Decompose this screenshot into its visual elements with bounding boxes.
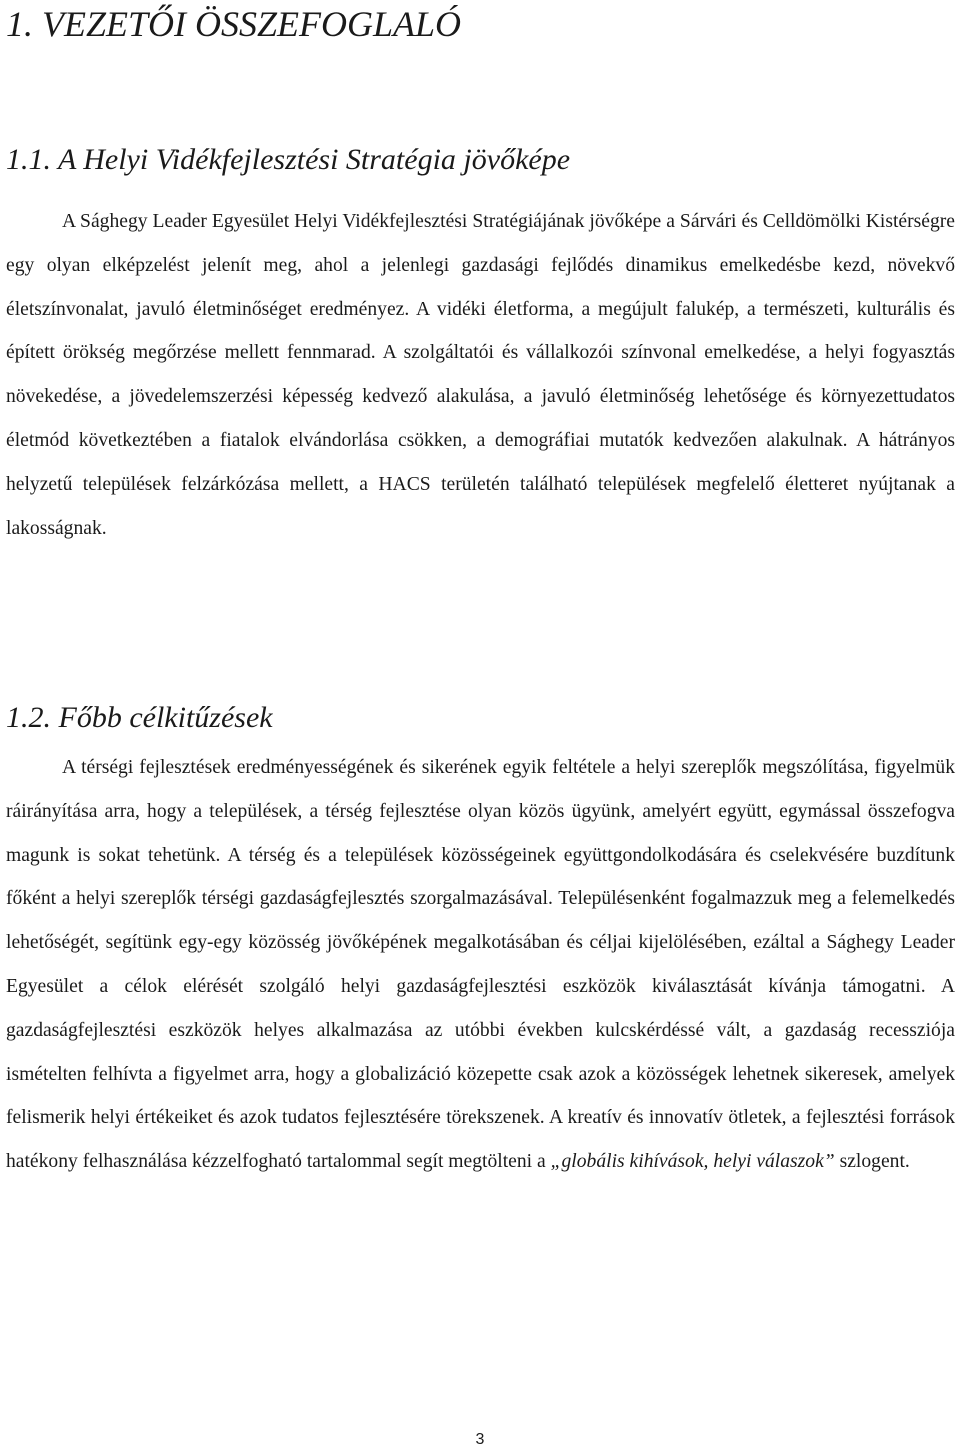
objectives-paragraph-main: A térségi fejlesztések eredményességének és sikerének egyik feltétele a helyi szereplők megszólítása, figyelmük ráirányítása arra, hogy a települések, a térség fejlesztése olyan közös ügyünk, amelyért együtt, egymással összefogva magunk is sokat tehetünk. A térség és a települések közösségeinek együttgondolkodására és cselekvésére buzdítunk főként a helyi szereplők térségi gazdaságfejlesztés szorgalmazásával. Településenként fogalmazzuk meg a felemelkedés lehetőségét, segítünk egy-egy közösség jövőképének megalkotásában és céljai kijelölésében, ezáltal a Sághegy Leader Egyesület a célok elérését szolgáló helyi gazdaságfejlesztési eszközök kiválasztását kívánja támogatni. A gazdaságfejlesztési eszközök helyes alkalmazása az utóbbi években kulcskérdéssé vált, a gazdaság recessziója ismételten felhívta a figyelmet arra, hogy a globalizáció közepette csak azok a közösségek lehetnek sikeresek, amelyek felismerik helyi értékeiket és azok tudatos fejlesztésére törekszenek. A kreatív és innovatív ötletek, a fejlesztési források hatékony felhasználása kézzelfogható tartalommal segít megtölteni a bbox=[6, 757, 955, 1173]
slogan-text: „globális kihívások, helyi válaszok” bbox=[550, 1151, 835, 1173]
page-number: 3 bbox=[475, 1431, 485, 1448]
section-heading-objectives: 1.2. Főbb célkitűzések bbox=[6, 701, 273, 734]
section-heading-vision: 1.1. A Helyi Vidékfejlesztési Stratégia jövőképe bbox=[6, 143, 571, 176]
objectives-paragraph-end: szlogent. bbox=[834, 1151, 910, 1173]
vision-paragraph: A Sághegy Leader Egyesület Helyi Vidékfejlesztési Stratégiájának jövőképe a Sárvári és Celldömölki Kistérségre egy olyan elképzelést jelenít meg, ahol a jelenlegi gazdasági fejlődés dinamikus emelkedésbe kezd, növekvő életszínvonalat, javuló életminőséget eredményez. A vidéki életforma, a megújult falukép, a természeti, kulturális és épített örökség megőrzése mellett fennmarad. A szolgáltatói és vállalkozói színvonal emelkedése, a helyi fogyasztás növekedése, a jövedelemszerzési képesség kedvező alakulása, a javuló életminőség lehetősége és környezettudatos életmód következtében a fiatalok elvándorlása csökken, a demográfiai mutatók kedvezően alakulnak. A hátrányos helyzetű települések felzárkózása mellett, a HACS területén található települések megfelelő életteret nyújtanak a lakosságnak. bbox=[6, 211, 955, 539]
chapter-heading: 1. VEZETŐI ÖSSZEFOGLALÓ bbox=[6, 4, 462, 44]
objectives-paragraph bbox=[6, 746, 955, 1184]
